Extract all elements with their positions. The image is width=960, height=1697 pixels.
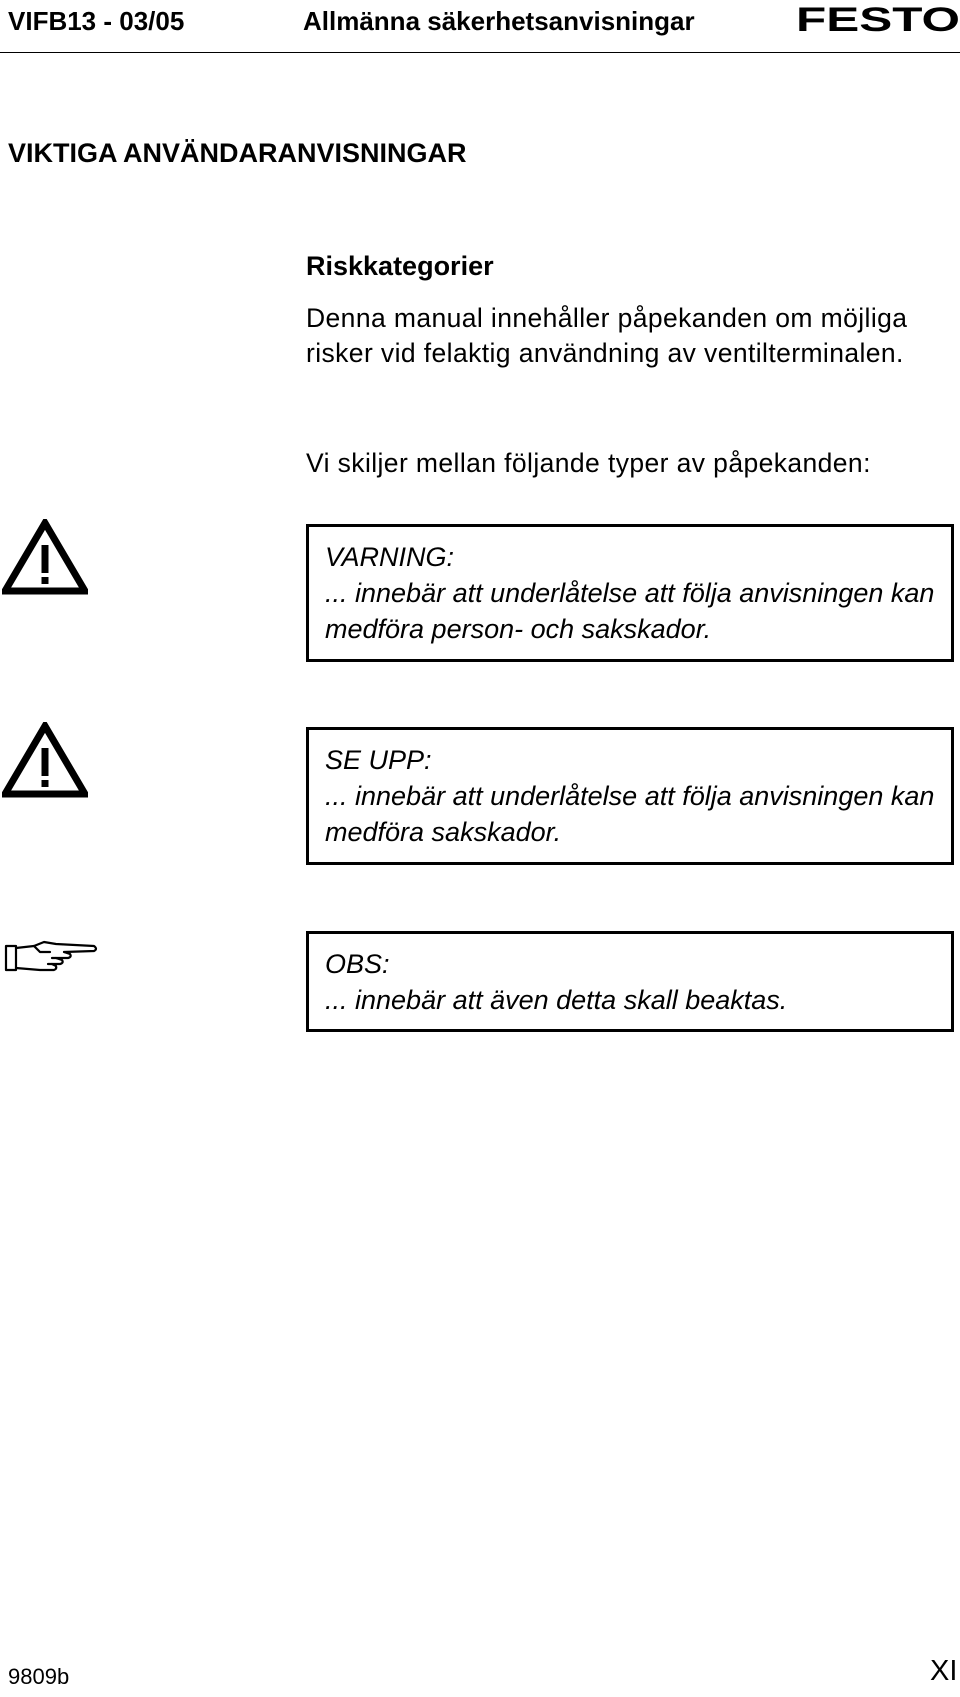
footer-revision: 9809b [8, 1664, 70, 1689]
caution-label: SE UPP: [325, 745, 432, 775]
header-title: Allmänna säkerhetsanvisningar [303, 6, 695, 36]
header-divider [0, 52, 960, 53]
warning-notice [306, 524, 954, 662]
warning-triangle-icon [2, 519, 88, 595]
logo-text: FESTO [796, 4, 960, 34]
pointing-hand-icon [4, 938, 98, 976]
section-title: VIKTIGA ANVÄNDARANVISNINGAR [8, 138, 467, 168]
page-number: XI [930, 1655, 958, 1687]
caution-triangle-icon [2, 722, 88, 798]
caution-notice [306, 727, 954, 865]
types-paragraph: Vi skiljer mellan följande typer av påpekanden: [306, 448, 871, 478]
festo-logo [794, 4, 960, 34]
warning-text: ... innebär att underlåtelse att följa anvisningen kan medföra person- och sakskador. [325, 578, 935, 644]
page-header [0, 0, 960, 54]
note-notice [306, 931, 954, 1032]
note-text: ... innebär att även detta skall beaktas. [325, 985, 788, 1015]
note-label: OBS: [325, 949, 390, 979]
subsection-title: Riskkategorier [306, 251, 494, 281]
document-id: VIFB13 - 03/05 [8, 6, 185, 36]
warning-label: VARNING: [325, 542, 455, 572]
caution-text: ... innebär att underlåtelse att följa anvisningen kan medföra sakskador. [325, 781, 935, 847]
intro-paragraph: Denna manual innehåller påpekanden om möjliga risker vid felaktig användning av ventilterminalen. [306, 303, 908, 368]
